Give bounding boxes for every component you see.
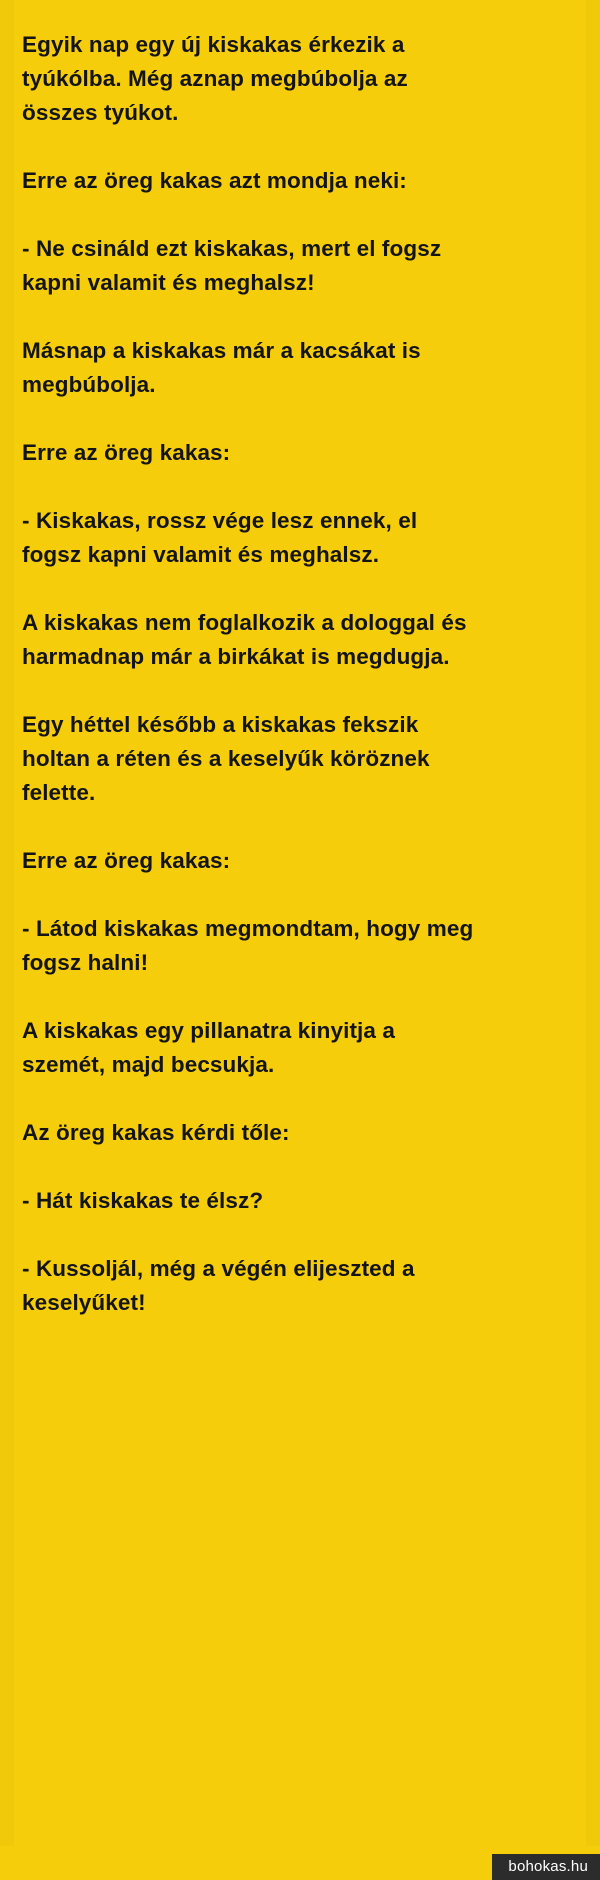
joke-paragraph: - Látod kiskakas megmondtam, hogy meg fogsz halni!	[22, 916, 474, 975]
joke-text-block	[22, 28, 482, 1320]
joke-paragraph: Erre az öreg kakas:	[22, 440, 231, 465]
footer-area	[0, 1846, 600, 1880]
joke-paragraph: - Kiskakas, rossz vége lesz ennek, el fogsz kapni valamit és meghalsz.	[22, 508, 418, 567]
joke-paragraph: Egy héttel később a kiskakas fekszik holtan a réten és a keselyűk köröznek felette.	[22, 712, 430, 805]
joke-paragraph: Másnap a kiskakas már a kacsákat is megbúbolja.	[22, 338, 421, 397]
site-watermark: bohokas.hu	[492, 1854, 600, 1880]
joke-paragraph: Az öreg kakas kérdi tőle:	[22, 1120, 290, 1145]
left-edge-shading	[0, 0, 14, 1880]
joke-paragraph: - Ne csináld ezt kiskakas, mert el fogsz kapni valamit és meghalsz!	[22, 236, 442, 295]
joke-paragraph: - Hát kiskakas te élsz?	[22, 1188, 264, 1213]
joke-paragraph: Erre az öreg kakas azt mondja neki:	[22, 168, 407, 193]
joke-paragraph: - Kussoljál, még a végén elijeszted a keselyűket!	[22, 1256, 415, 1315]
joke-paragraph: Egyik nap egy új kiskakas érkezik a tyúkólba. Még aznap megbúbolja az összes tyúkot.	[22, 32, 408, 125]
joke-paragraph: A kiskakas nem foglalkozik a dologgal és harmadnap már a birkákat is megdugja.	[22, 610, 467, 669]
joke-paragraph: Erre az öreg kakas:	[22, 848, 231, 873]
right-edge-shading	[586, 0, 600, 1880]
joke-paragraph: A kiskakas egy pillanatra kinyitja a szemét, majd becsukja.	[22, 1018, 395, 1077]
